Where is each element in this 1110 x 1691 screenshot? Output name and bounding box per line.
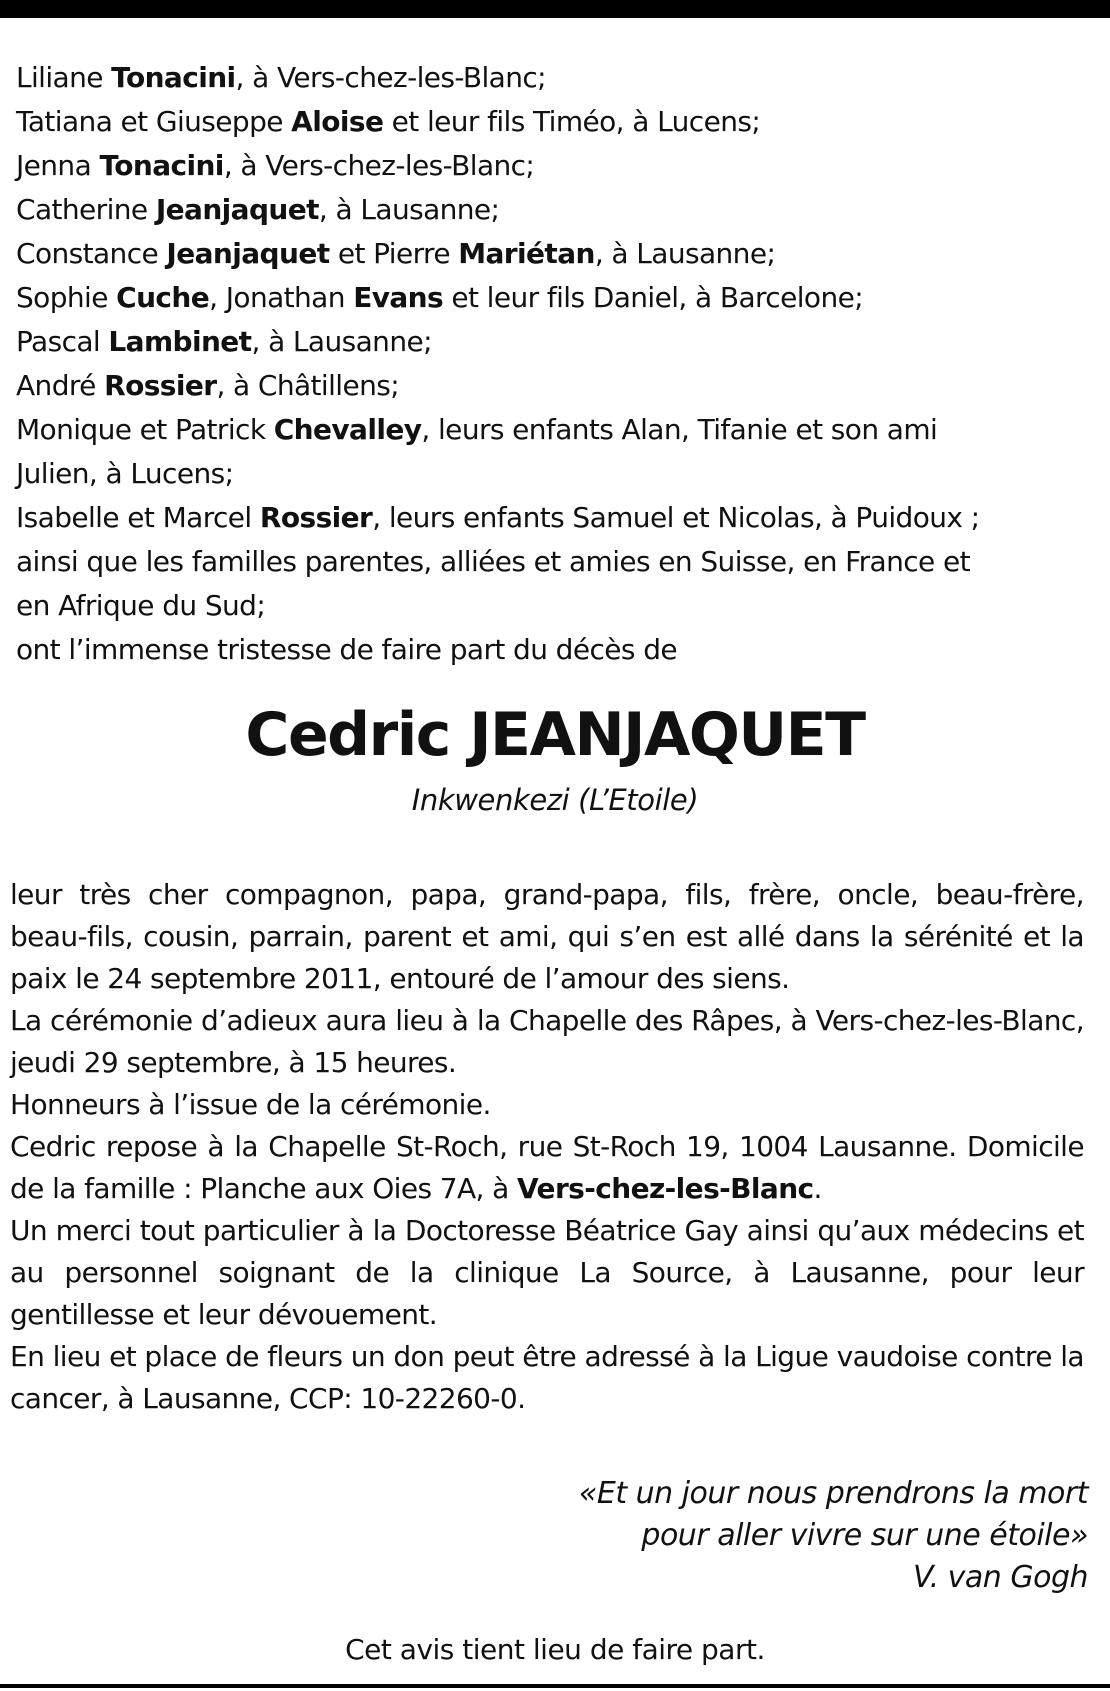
bottom-rule xyxy=(0,1684,1110,1688)
text-run: ainsi que les familles parentes, alliées et amies en Suisse, en France et xyxy=(16,545,970,578)
surname: Jeanjaquet xyxy=(166,237,330,270)
text-run: , à Vers-chez-les-Blanc; xyxy=(235,61,547,94)
text-run: Cedric repose à la Chapelle St-Roch, rue St-Roch 19, 1004 Lausanne. Domicile de la famille : Planche aux Oies 7A, à xyxy=(10,1130,1084,1205)
surname: Tonacini xyxy=(111,61,236,94)
family-line xyxy=(16,540,1076,584)
family-line xyxy=(16,584,1076,628)
closing-notice: Cet avis tient lieu de faire part. xyxy=(345,1633,765,1666)
family-line xyxy=(16,276,1076,320)
text-run: Constance xyxy=(16,237,167,270)
text-run: . xyxy=(813,1172,822,1205)
text-run: ont l’immense tristesse de faire part du décès de xyxy=(16,633,677,666)
text-run: André xyxy=(16,369,105,402)
family-line xyxy=(16,188,1076,232)
text-run: leur très cher compagnon, papa, grand-papa, fils, frère, oncle, beau-frère, beau-fils, cousin, parrain, parent et ami, qui s’en est allé dans la sérénité et la paix le 24 septembre 2011, entouré de l’amour des siens. xyxy=(10,878,1084,995)
surname: Mariétan xyxy=(458,237,595,270)
announcement-body xyxy=(10,874,1084,1420)
quote-line: «Et un jour nous prendrons la mort xyxy=(578,1476,1088,1511)
text-run: , à Lausanne; xyxy=(594,237,776,270)
text-run: Tatiana et Giuseppe xyxy=(16,105,292,138)
surname: Aloise xyxy=(291,105,384,138)
text-run: et leur fils Daniel, à Barcelone; xyxy=(443,281,864,314)
family-line xyxy=(16,56,1076,100)
text-run: Jenna xyxy=(16,149,100,182)
text-run: , à Lausanne; xyxy=(251,325,432,358)
body-paragraph xyxy=(10,1000,1084,1084)
text-run: En lieu et place de fleurs un don peut être adressé à la Ligue vaudoise contre la cancer, à Lausanne, CCP: 10-22260-0. xyxy=(10,1340,1084,1415)
body-paragraph xyxy=(10,1336,1084,1420)
surname: Chevalley xyxy=(273,413,422,446)
text-run: La cérémonie d’adieux aura lieu à la Chapelle des Râpes, à Vers-chez-les-Blanc, jeudi 29 septembre, à 15 heures. xyxy=(10,1004,1084,1079)
family-line xyxy=(16,628,1076,672)
quote-line: pour aller vivre sur une étoile» xyxy=(641,1518,1088,1553)
text-run: , à Lausanne; xyxy=(318,193,500,226)
family-line xyxy=(16,144,1076,188)
body-paragraph xyxy=(10,1210,1084,1336)
family-line xyxy=(16,408,1076,452)
family-line xyxy=(16,100,1076,144)
text-run: , à Châtillens; xyxy=(216,369,400,402)
quote-block xyxy=(288,1473,1088,1599)
text-run: Liliane xyxy=(16,61,112,94)
text-run: Catherine xyxy=(16,193,156,226)
text-run: , à Vers-chez-les-Blanc; xyxy=(223,149,535,182)
family-line xyxy=(16,232,1076,276)
body-paragraph xyxy=(10,1126,1084,1210)
deceased-name: Cedric JEANJAQUET xyxy=(245,700,865,770)
surname: Cuche xyxy=(116,281,210,314)
text-run: , Jonathan xyxy=(209,281,354,314)
text-run: et leur fils Timéo, à Lucens; xyxy=(383,105,761,138)
text-run: Julien, à Lucens; xyxy=(16,457,234,490)
text-run: Isabelle et Marcel xyxy=(16,501,260,534)
text-run: en Afrique du Sud; xyxy=(16,589,266,622)
text-run: Un merci tout particulier à la Doctoresse Béatrice Gay ainsi qu’aux médecins et au personnel soignant de la clinique La Source, à Lausanne, pour leur gentillesse et leur dévouement. xyxy=(10,1214,1084,1331)
text-run: Honneurs à l’issue de la cérémonie. xyxy=(10,1088,491,1121)
surname: Rossier xyxy=(259,501,373,534)
text-run: , leurs enfants Alan, Tifanie et son ami xyxy=(421,413,938,446)
text-run: et Pierre xyxy=(329,237,459,270)
text-run: Pascal xyxy=(16,325,109,358)
surname: Lambinet xyxy=(108,325,252,358)
quote-author: V. van Gogh xyxy=(913,1560,1088,1595)
text-run: Monique et Patrick xyxy=(16,413,274,446)
family-list xyxy=(16,56,1076,672)
surname: Rossier xyxy=(104,369,217,402)
family-line xyxy=(16,364,1076,408)
family-line xyxy=(16,452,1076,496)
surname: Tonacini xyxy=(99,149,224,182)
surname: Vers-chez-les-Blanc xyxy=(517,1172,814,1205)
surname: Jeanjaquet xyxy=(155,193,319,226)
family-line xyxy=(16,320,1076,364)
deceased-nickname: Inkwenkezi (L’Etoile) xyxy=(411,783,699,817)
top-rule xyxy=(0,0,1110,18)
text-run: Sophie xyxy=(16,281,117,314)
surname: Evans xyxy=(353,281,444,314)
body-paragraph xyxy=(10,874,1084,1000)
text-run: , leurs enfants Samuel et Nicolas, à Puidoux ; xyxy=(372,501,980,534)
family-line xyxy=(16,496,1076,540)
body-paragraph xyxy=(10,1084,1084,1126)
